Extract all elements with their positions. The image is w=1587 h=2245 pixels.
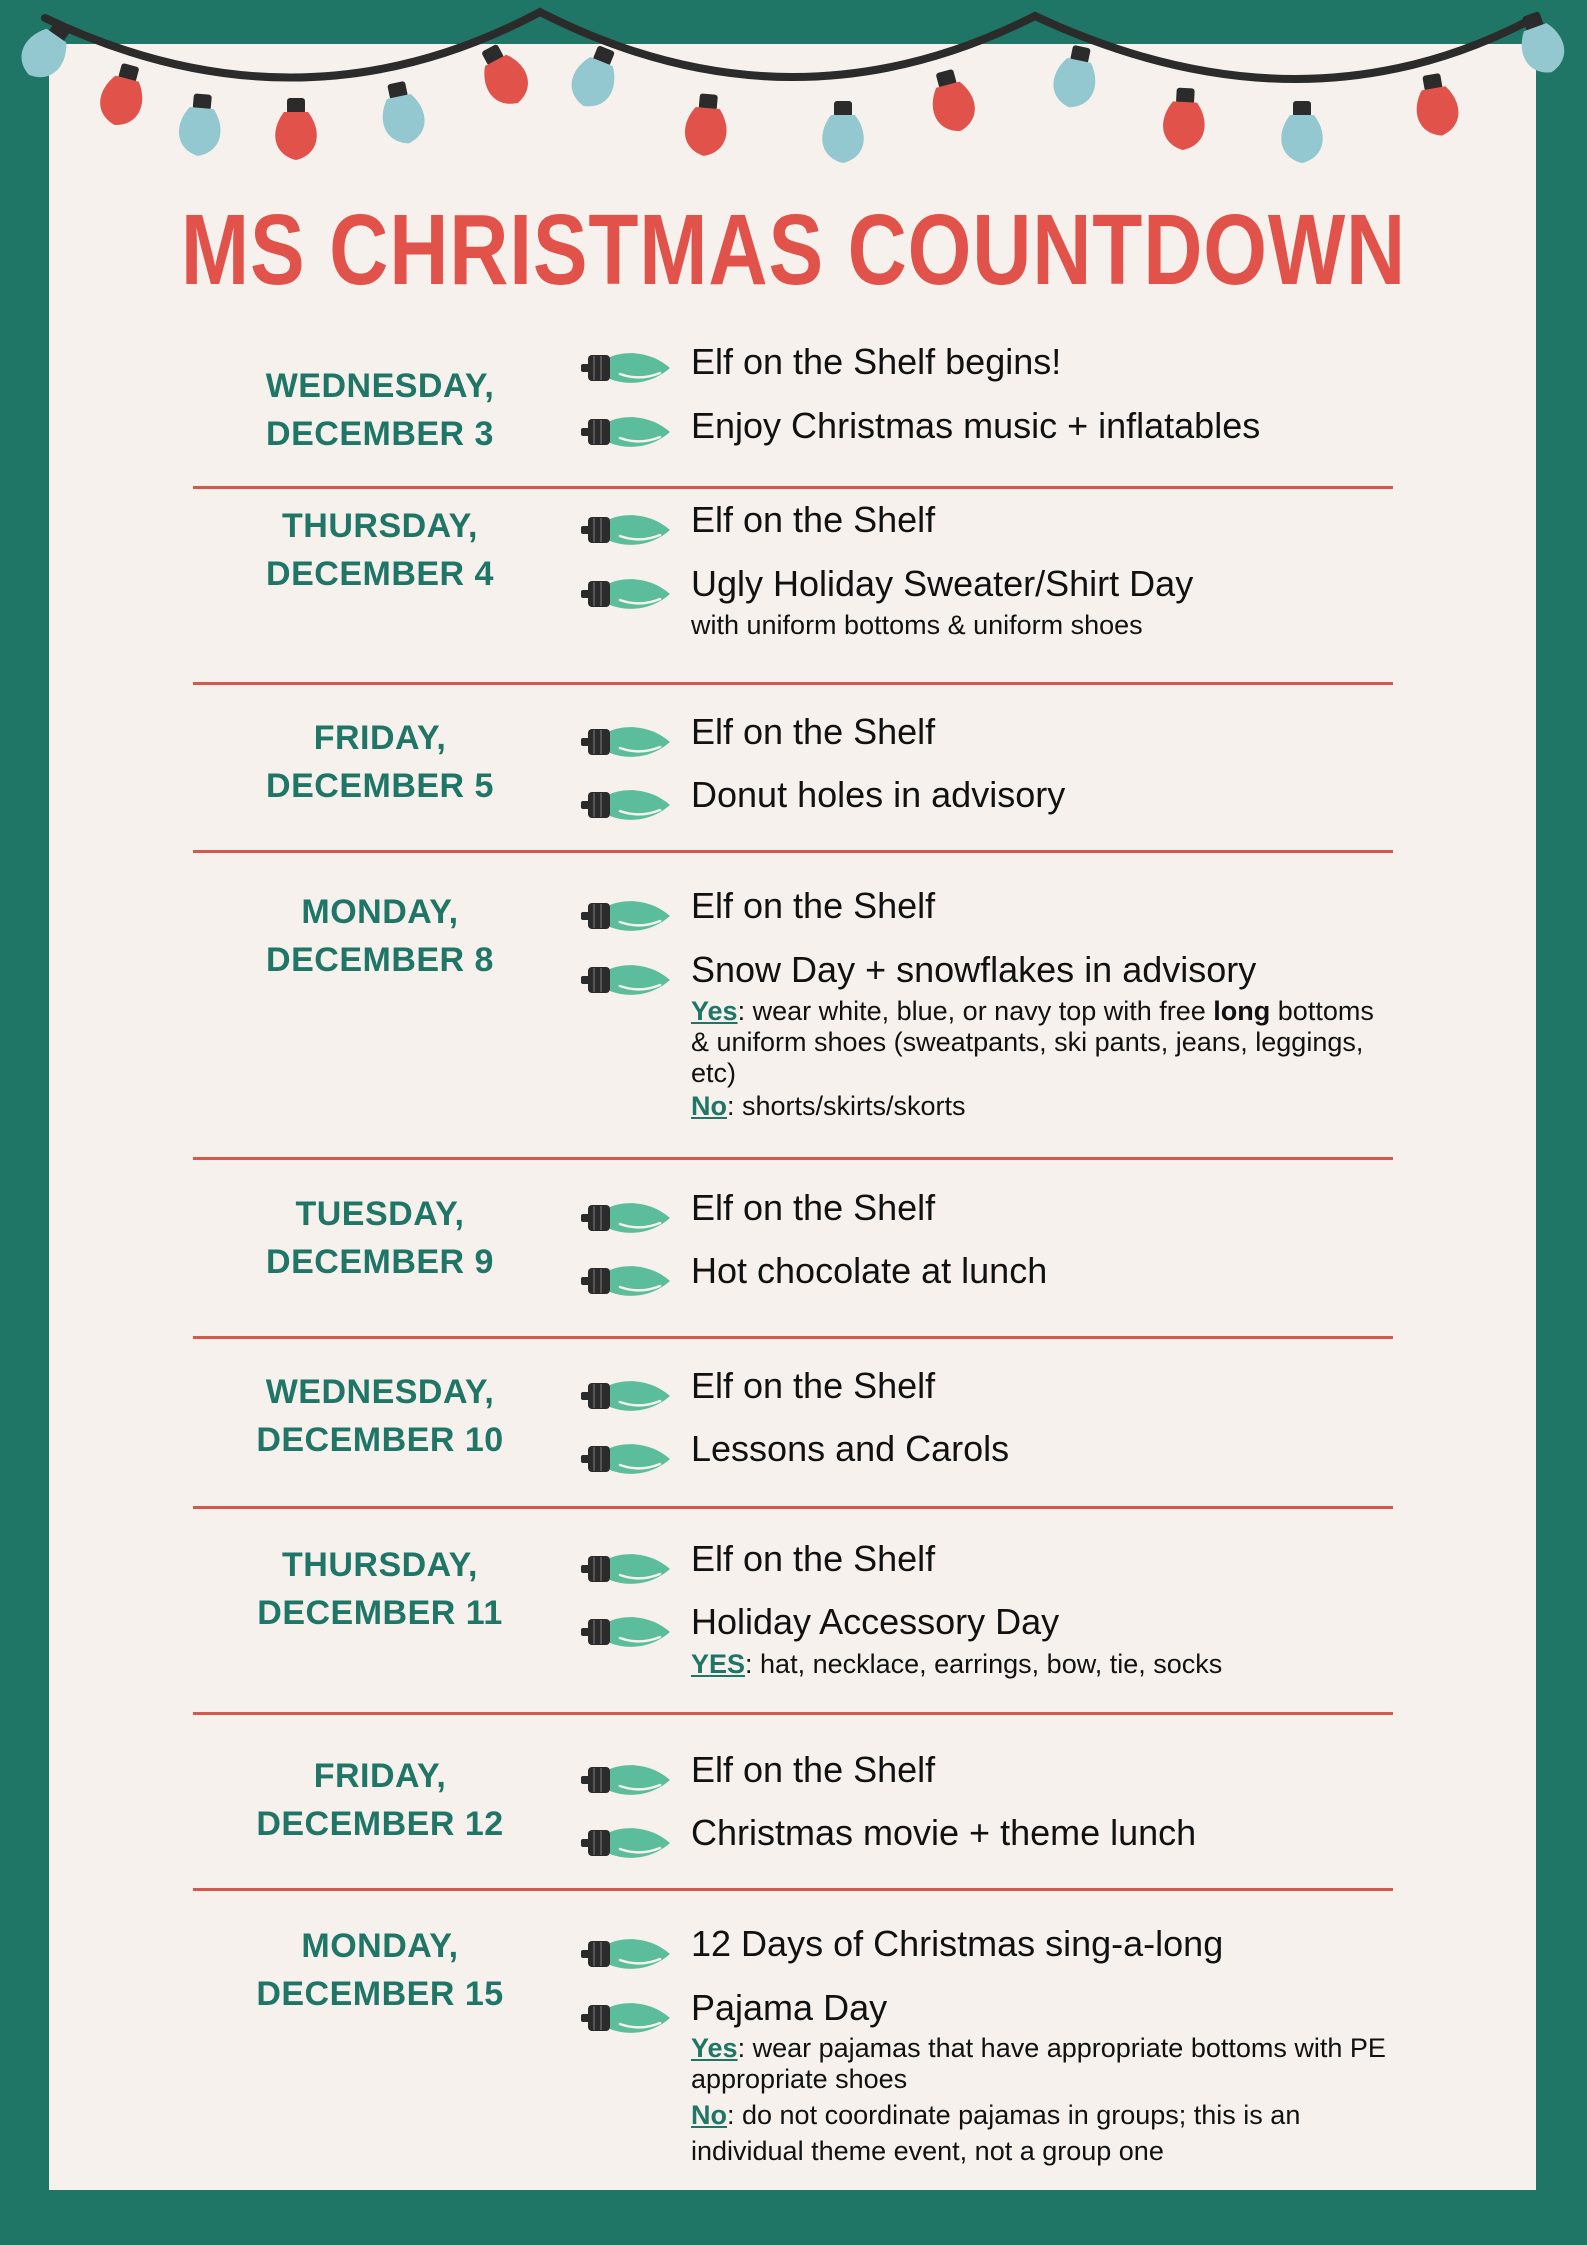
bulb-icon bbox=[580, 348, 672, 388]
yes-note: YES: hat, necklace, earrings, bow, tie, socks bbox=[691, 1649, 1223, 1679]
bulb-icon bbox=[580, 722, 672, 762]
note-text: with uniform bottoms & uniform shoes bbox=[691, 610, 1143, 640]
day-date: THURSDAY, DECEMBER 11 bbox=[257, 1546, 503, 1632]
day-date: TUESDAY, DECEMBER 9 bbox=[266, 1195, 494, 1281]
bulb-icon bbox=[580, 1439, 672, 1479]
light-bulb-icon bbox=[376, 78, 429, 147]
bulb-icon bbox=[580, 960, 672, 1000]
divider bbox=[193, 1888, 1393, 1891]
event-label: 12 Days of Christmas sing-a-long bbox=[691, 1923, 1224, 1964]
bulb-icon bbox=[580, 1261, 672, 1301]
event-label: Elf on the Shelf bbox=[691, 1365, 936, 1406]
light-bulb-icon bbox=[1049, 42, 1102, 111]
light-bulb-icon bbox=[822, 101, 863, 163]
light-bulb-icon bbox=[1511, 7, 1571, 79]
event-label: Christmas movie + theme lunch bbox=[691, 1812, 1197, 1853]
bulb-icon bbox=[580, 1823, 672, 1863]
bulb-icon bbox=[580, 1549, 672, 1589]
event-label: Elf on the Shelf bbox=[691, 1187, 936, 1228]
event-label: Donut holes in advisory bbox=[691, 774, 1066, 815]
day-date: MONDAY, DECEMBER 15 bbox=[256, 1927, 504, 2013]
day-date: MONDAY, DECEMBER 8 bbox=[266, 893, 494, 979]
bulb-icon bbox=[580, 785, 672, 825]
light-bulb-icon bbox=[95, 60, 151, 131]
light-bulb-icon bbox=[1411, 71, 1463, 139]
event-label: Elf on the Shelf bbox=[691, 1538, 936, 1579]
event-label: Elf on the Shelf bbox=[691, 711, 936, 752]
yes-note: Yes: wear white, blue, or navy top with free long bottoms & uniform shoes (sweatpants, ski pants, jeans, leggings, etc) bbox=[691, 996, 1374, 1088]
bulb-icon bbox=[580, 1998, 672, 2038]
light-bulb-icon bbox=[564, 41, 626, 114]
bulb-icon bbox=[580, 412, 672, 452]
event-label: Holiday Accessory Day bbox=[691, 1601, 1060, 1642]
bulb-icon bbox=[580, 510, 672, 550]
light-bulb-icon bbox=[275, 98, 316, 160]
page-title: MS CHRISTMAS COUNTDOWN bbox=[180, 194, 1407, 306]
divider bbox=[193, 1712, 1393, 1715]
light-bulb-icon bbox=[471, 38, 537, 112]
light-bulb-icon bbox=[12, 12, 82, 87]
bulb-icon bbox=[580, 1760, 672, 1800]
event-label: Hot chocolate at lunch bbox=[691, 1250, 1048, 1291]
day-date: THURSDAY, DECEMBER 4 bbox=[266, 507, 494, 593]
light-bulb-icon bbox=[683, 92, 730, 157]
divider bbox=[193, 682, 1393, 685]
bulb-icon bbox=[580, 896, 672, 936]
light-bulb-icon bbox=[924, 66, 980, 137]
no-note: No: shorts/skirts/skorts bbox=[691, 1091, 966, 1121]
event-label: Snow Day + snowflakes in advisory bbox=[691, 949, 1257, 990]
event-label: Elf on the Shelf bbox=[691, 885, 936, 926]
string-lights-decoration bbox=[0, 0, 1587, 180]
divider bbox=[193, 1336, 1393, 1339]
divider bbox=[193, 486, 1393, 489]
event-label: Lessons and Carols bbox=[691, 1428, 1010, 1469]
divider bbox=[193, 1506, 1393, 1509]
light-bulb-icon bbox=[1162, 87, 1207, 151]
bulb-icon bbox=[580, 1934, 672, 1974]
event-label: Elf on the Shelf bbox=[691, 1749, 936, 1790]
no-note: No: do not coordinate pajamas in groups; this is an individual theme event, not a group one bbox=[691, 2100, 1301, 2166]
light-bulb-icon bbox=[177, 92, 224, 157]
bulb-icon bbox=[580, 1376, 672, 1416]
bulb-icon bbox=[580, 1612, 672, 1652]
divider bbox=[193, 1157, 1393, 1160]
light-bulb-icon bbox=[1281, 101, 1322, 163]
event-label: Elf on the Shelf bbox=[691, 499, 936, 540]
divider bbox=[193, 850, 1393, 853]
yes-note: Yes: wear pajamas that have appropriate bottoms with PE appropriate shoes bbox=[691, 2033, 1386, 2094]
event-label: Pajama Day bbox=[691, 1987, 888, 2028]
day-date: FRIDAY, DECEMBER 12 bbox=[256, 1757, 504, 1843]
bulb-icon bbox=[580, 1198, 672, 1238]
day-date: WEDNESDAY, DECEMBER 10 bbox=[256, 1373, 504, 1459]
day-date: WEDNESDAY, DECEMBER 3 bbox=[265, 367, 495, 453]
day-date: FRIDAY, DECEMBER 5 bbox=[266, 719, 494, 805]
event-label: Elf on the Shelf begins! bbox=[691, 341, 1062, 382]
event-label: Enjoy Christmas music + inflatables bbox=[691, 405, 1261, 446]
bulb-icon bbox=[580, 574, 672, 614]
event-label: Ugly Holiday Sweater/Shirt Day bbox=[691, 563, 1194, 604]
